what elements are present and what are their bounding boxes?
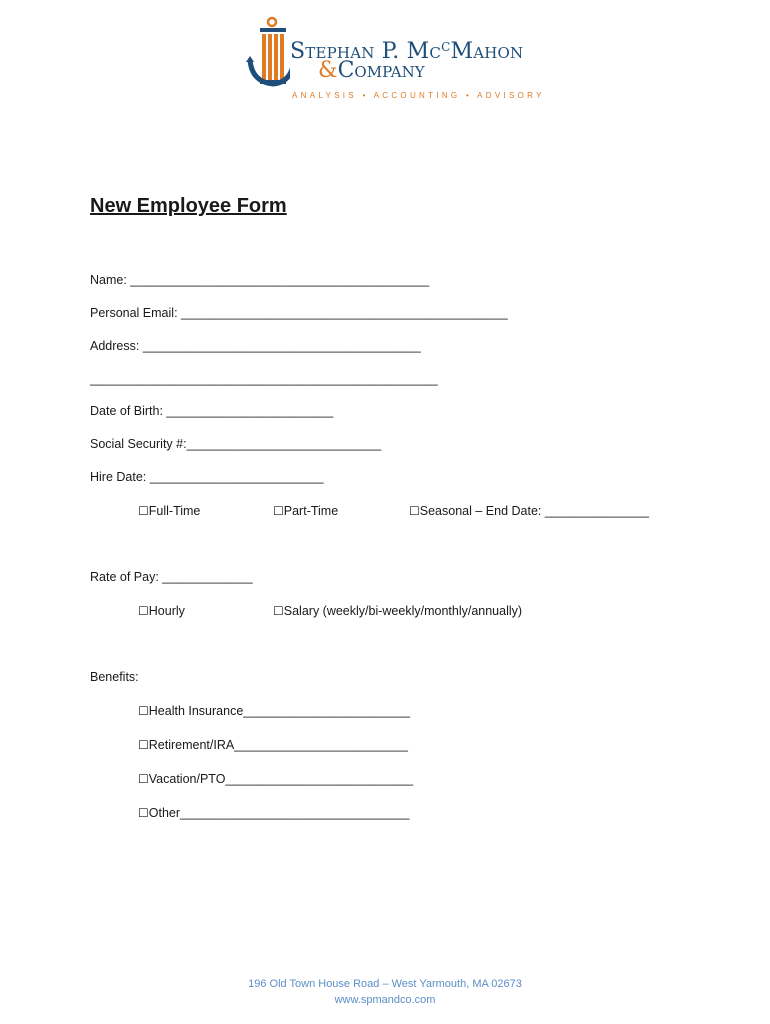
date-of-birth-field[interactable]: Date of Birth: ________________________ bbox=[90, 404, 334, 418]
anchor-column-icon bbox=[246, 16, 290, 88]
address-line-2-field[interactable]: __________________________________________________ bbox=[90, 372, 438, 386]
hourly-checkbox[interactable] bbox=[138, 603, 185, 619]
company-logo bbox=[246, 16, 545, 106]
rate-of-pay-field[interactable]: Rate of Pay: _____________ bbox=[90, 570, 253, 584]
logo-company: &Company bbox=[318, 58, 425, 83]
vacation-checkbox[interactable] bbox=[138, 771, 413, 787]
logo-tagline: ANALYSIS • ACCOUNTING • ADVISORY bbox=[292, 91, 545, 100]
health-insurance-label: Health Insurance________________________ bbox=[148, 704, 411, 718]
vacation-label: Vacation/PTO___________________________ bbox=[148, 772, 414, 786]
address-field[interactable]: Address: ________________________________________ bbox=[90, 339, 421, 353]
other-benefit-checkbox[interactable] bbox=[138, 805, 409, 821]
salary-label: Salary (weekly/bi-weekly/monthly/annually) bbox=[283, 604, 523, 618]
benefits-label: Benefits: bbox=[90, 670, 139, 684]
social-security-field[interactable]: Social Security #:____________________________ bbox=[90, 437, 382, 451]
full-time-checkbox[interactable] bbox=[138, 503, 200, 519]
other-benefit-label: Other_________________________________ bbox=[148, 806, 410, 820]
part-time-checkbox[interactable] bbox=[273, 503, 338, 519]
footer-address: 196 Old Town House Road – West Yarmouth, MA 02673 bbox=[248, 978, 522, 990]
footer-website[interactable]: www.spmandco.com bbox=[334, 994, 436, 1006]
name-field[interactable]: Name: ___________________________________________ bbox=[90, 273, 430, 287]
seasonal-label: Seasonal – End Date: _______________ bbox=[419, 504, 650, 518]
logo-firm-name: Stephan P. $Mc^CMahon$ bbox=[290, 39, 524, 64]
personal-email-field[interactable]: Personal Email: _______________________________________________ bbox=[90, 306, 508, 320]
seasonal-checkbox[interactable] bbox=[409, 503, 649, 519]
hourly-label: Hourly bbox=[148, 604, 185, 618]
salary-checkbox[interactable] bbox=[273, 603, 522, 619]
part-time-label: Part-Time bbox=[283, 504, 339, 518]
form-title: New Employee Form bbox=[90, 195, 287, 217]
retirement-label: Retirement/IRA_________________________ bbox=[148, 738, 409, 752]
full-time-label: Full-Time bbox=[148, 504, 201, 518]
hire-date-field[interactable]: Hire Date: _________________________ bbox=[90, 470, 324, 484]
health-insurance-checkbox[interactable] bbox=[138, 703, 410, 719]
retirement-checkbox[interactable] bbox=[138, 737, 408, 753]
